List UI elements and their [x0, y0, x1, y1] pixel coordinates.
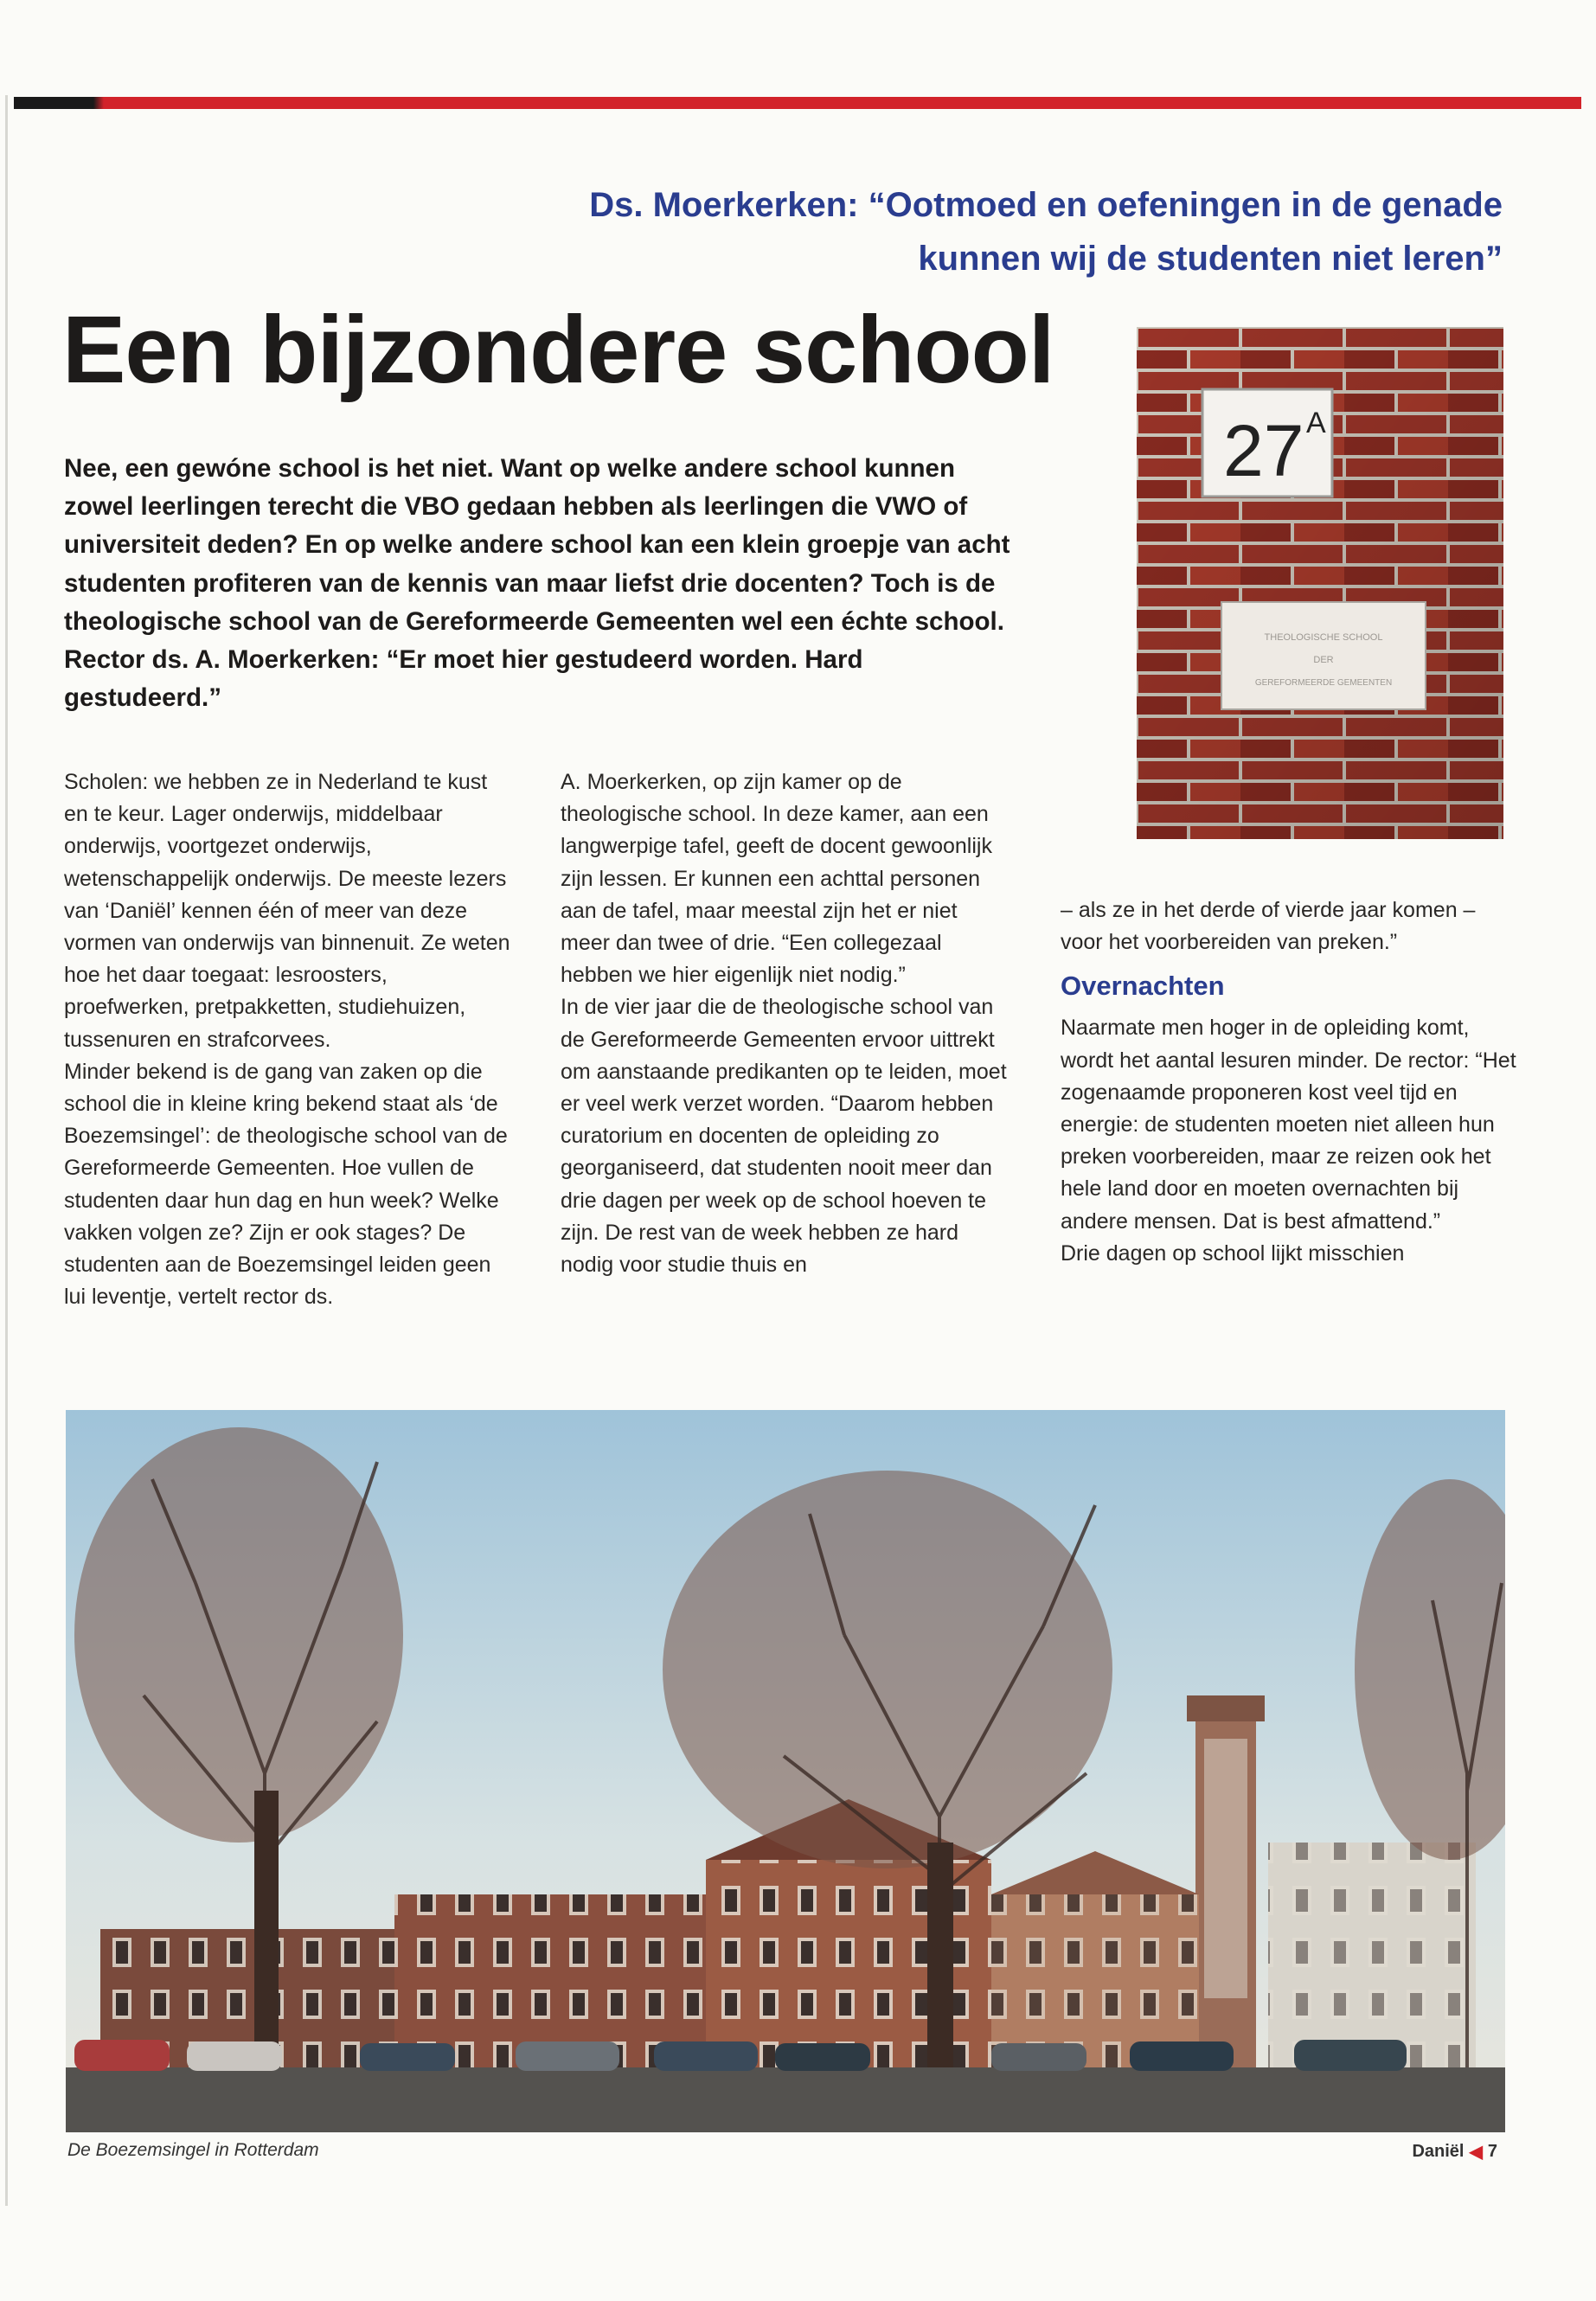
- kicker-line-1: Ds. Moerkerken: “Ootmoed en oefeningen in de genade: [589, 186, 1503, 224]
- page-title: Een bijzondere school: [62, 297, 1054, 403]
- column3-paragraph-1: – als ze in het derde of vierde jaar komen – voor het voorbereiden van preken.”: [1061, 898, 1476, 955]
- column3-paragraph-2: Naarmate men hoger in de opleiding komt, wordt het aantal lesuren minder. De rector: “Het zogenaamde proponeren kost veel tijd en energie: de studenten moeten niet alleen hun preken voorbereiden, maar ze reizen ook het hele land door en moeten overnachten bij andere mensen. Dat is best afmattend.”: [1061, 1016, 1516, 1234]
- column1-paragraph-1: Scholen: we hebben ze in Nederland te kust en te keur. Lager onderwijs, middelbaar onderwijs, voortgezet onderwijs, wetenschappelijk onderwijs. De meeste lezers van ‘Daniël’ kennen één of meer van deze vormen van onderwijs van binnenuit. Ze weten hoe het daar toegaat: lesroosters, proefwerken, pretpakketten, studiehuizen, tussenuren en strafcorvees.: [64, 770, 510, 1052]
- column2-paragraph-1: A. Moerkerken, op zijn kamer op de theologische school. In deze kamer, aan een langwerpige tafel, geeft de docent gewoonlijk zijn lessen. Er kunnen een achttal personen aan de tafel, maar meestal zijn het er niet meer dan twee of drie. “Een collegezaal hebben we hier eigenlijk niet nodig.”: [561, 770, 992, 988]
- house-letter: A: [1306, 407, 1326, 439]
- arrow-left-icon: ◀: [1469, 2143, 1483, 2162]
- street-photo: [66, 1410, 1505, 2132]
- body-column-2: [561, 766, 1010, 1281]
- column2-paragraph-2: In de vier jaar die de theologische school van de Gereformeerde Gemeenten ervoor uittrekt om aanstaande predikanten op te leiden, moet er veel werk verzet worden. “Daarom hebben curatorium en docenten de opleiding zo georganiseerd, dat studenten nooit meer dan drie dagen per week op de school hoeven te zijn. De rest van de week hebben ze hard nodig voor studie thuis en: [561, 995, 1007, 1278]
- street-scene-illustration: [66, 1410, 1505, 2132]
- column3-paragraph-3: Drie dagen op school lijkt misschien: [1061, 1240, 1405, 1266]
- sign-photo: [1137, 327, 1503, 839]
- top-color-bar: [14, 97, 1581, 109]
- page-edge-shadow: [5, 95, 8, 2206]
- section-heading: Overnachten: [1061, 971, 1225, 1002]
- brick-wall-illustration: [1137, 327, 1503, 839]
- kicker-quote: [465, 178, 1503, 285]
- magazine-name: Daniël: [1412, 2142, 1465, 2161]
- lead-paragraph: Nee, een gewóne school is het niet. Want op welke andere school kunnen zowel leerlingen terecht die VBO gedaan hebben als leerlingen die VWO of universiteit deden? En op welke andere school kan een klein groepje van acht studenten profiteren van de kennis van maar liefst drie docenten? Toch is de theologische school van de Gereformeerde Gemeenten wel een échte school. Rector ds. A. Moerkerken: “Er moet hier gestudeerd worden. Hard gestudeerd.”: [64, 454, 1010, 713]
- plaque-line-2: DER: [1313, 655, 1334, 665]
- column1-paragraph-2: Minder bekend is de gang van zaken op die school die in kleine kring bekend staat als ‘de Boezemsingel’: de theologische school van de Gereformeerde Gemeenten. Hoe vullen de studenten daar hun dag en hun week? Welke vakken volgen ze? Zijn er ook stages? De studenten aan de Boezemsingel leiden geen lui leventje, vertelt rector ds.: [64, 1059, 508, 1310]
- plaque-line-1: THEOLOGISCHE SCHOOL: [1264, 632, 1383, 643]
- page-number: 7: [1487, 2142, 1497, 2161]
- plaque-line-3: GEREFORMEERDE GEMEENTEN: [1254, 678, 1393, 688]
- house-number: 27: [1223, 410, 1304, 491]
- kicker-line-2: kunnen wij de studenten niet leren”: [918, 240, 1503, 278]
- page-footer: [1412, 2141, 1497, 2163]
- photo-caption: De Boezemsingel in Rotterdam: [67, 2140, 319, 2160]
- body-column-3: [1061, 894, 1519, 1270]
- body-column-1: [64, 766, 514, 1313]
